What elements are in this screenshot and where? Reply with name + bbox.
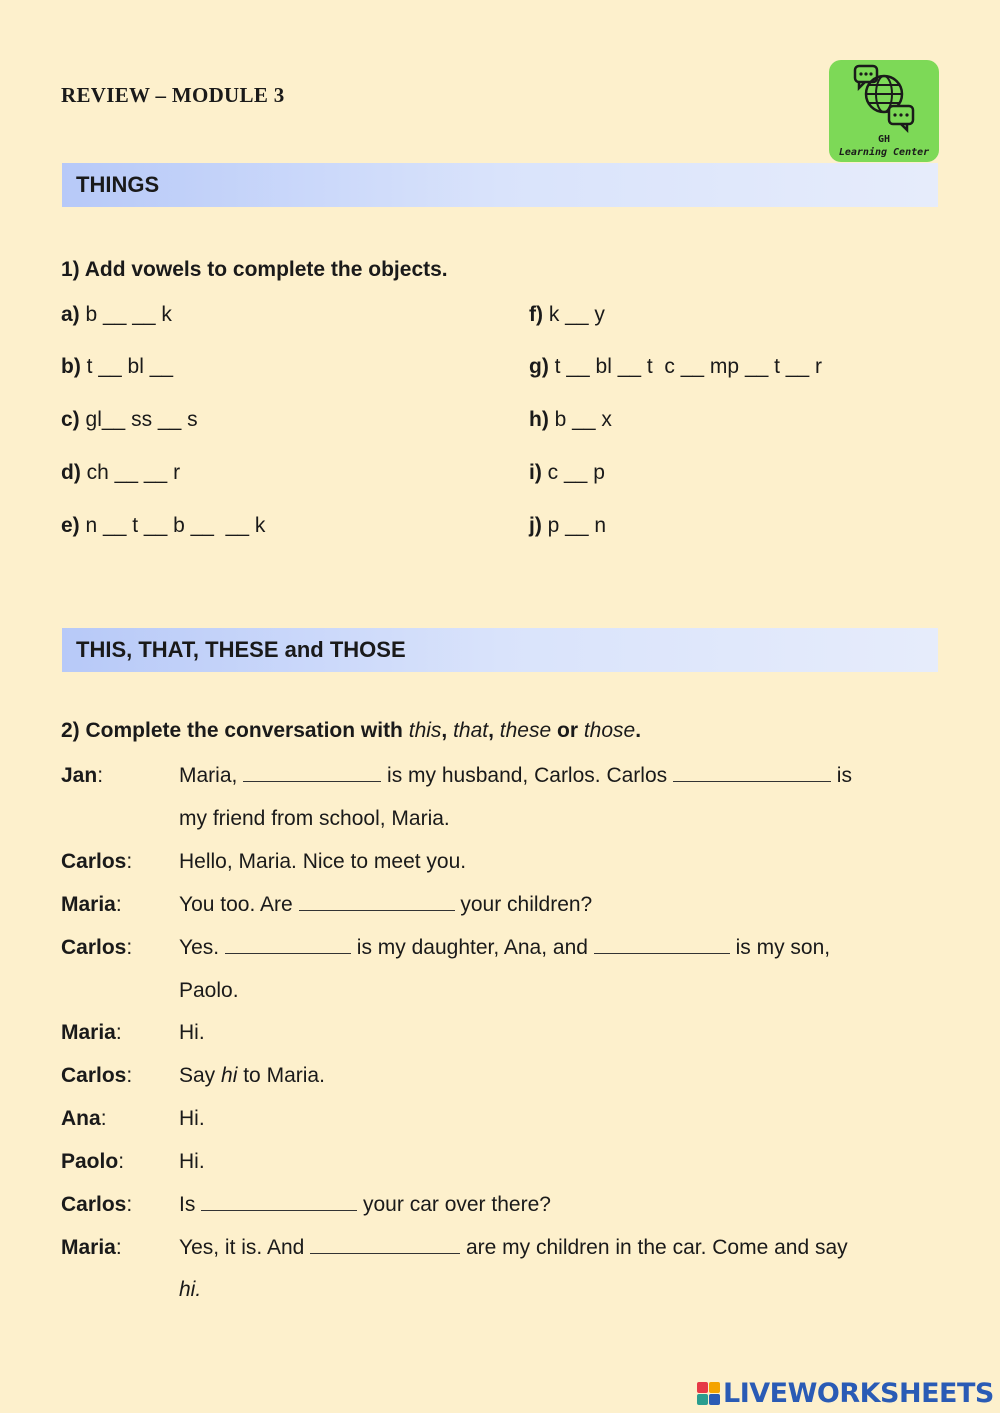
answer-blank[interactable] <box>310 1231 460 1254</box>
speaker: Paolo: <box>61 1150 125 1173</box>
speaker: Ana: <box>61 1107 107 1130</box>
item-d: d) ch __ __ r <box>61 461 181 484</box>
item-b: b) t __ bl __ <box>61 355 174 378</box>
answer-blank[interactable] <box>201 1188 357 1211</box>
speaker: Maria: <box>61 893 122 916</box>
logo-line-1: GH <box>877 134 891 145</box>
item-h: h) b __ x <box>529 408 612 431</box>
instruction-1: 1) Add vowels to complete the objects. <box>61 258 448 281</box>
item-c: c) gl__ ss __ s <box>61 408 198 431</box>
item-e: e) n __ t __ b __ __ k <box>61 514 266 537</box>
answer-blank[interactable] <box>299 888 455 911</box>
answer-blank[interactable] <box>673 759 831 782</box>
speaker: Jan: <box>61 764 104 787</box>
item-j: j) p __ n <box>529 514 607 537</box>
answer-blank[interactable] <box>243 759 381 782</box>
speaker: Carlos: <box>61 850 133 873</box>
item-i: i) c __ p <box>529 461 605 484</box>
section-heading-demonstratives: THIS, THAT, THESE and THOSE <box>62 628 938 672</box>
liveworksheets-footer[interactable] <box>697 1376 994 1410</box>
page-title: REVIEW – MODULE 3 <box>61 83 285 107</box>
item-a: a) b __ __ k <box>61 303 172 326</box>
section-heading-things: THINGS <box>62 163 938 207</box>
speaker: Carlos: <box>61 1064 133 1087</box>
logo <box>829 60 939 162</box>
speaker: Maria: <box>61 1021 122 1044</box>
answer-blank[interactable] <box>594 931 730 954</box>
item-g: g) t __ bl __ t c __ mp __ t __ r <box>529 355 822 378</box>
speaker: Maria: <box>61 1236 122 1259</box>
instruction-2: 2) Complete the conversation with this, that, these or those. <box>61 719 642 742</box>
footer-brand: LIVEWORKSHEETS <box>723 1377 994 1409</box>
globe-chat-icon <box>849 62 919 134</box>
logo-line-2: Learning Center <box>838 147 930 158</box>
speaker: Carlos: <box>61 1193 133 1216</box>
answer-blank[interactable] <box>225 931 351 954</box>
speaker: Carlos: <box>61 936 133 959</box>
item-f: f) k __ y <box>529 303 605 326</box>
liveworksheets-logo-icon <box>697 1382 720 1405</box>
